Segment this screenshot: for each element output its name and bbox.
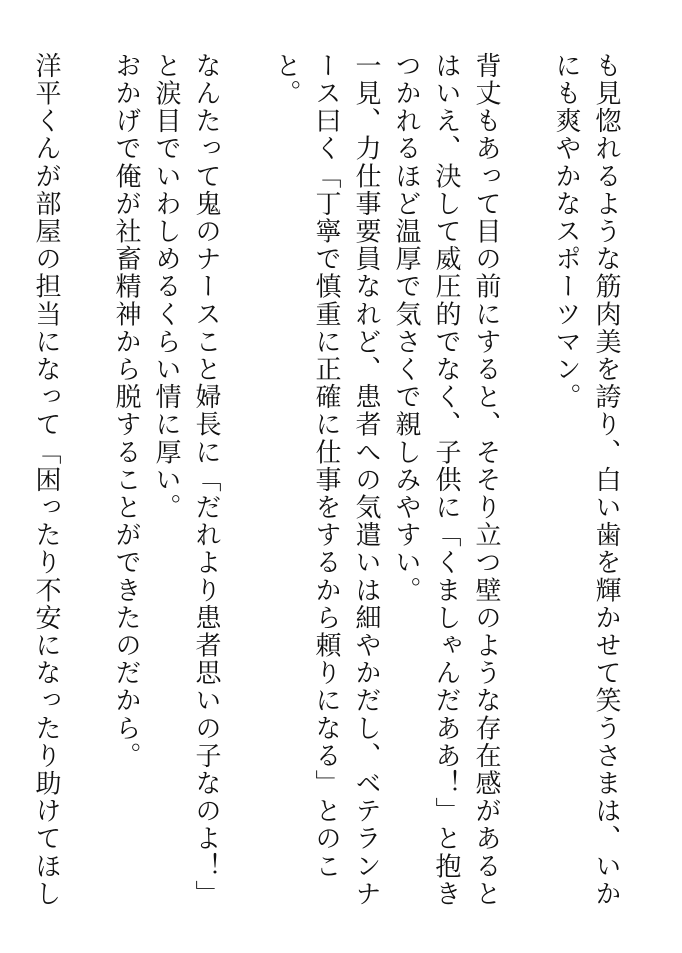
paragraph: 背丈もあって目の前にすると、そそり立つ壁のような存在感があると はいえ、決して威圧的でなく、子供に「くましゃんだああ！」と抱き つかれるほど温厚で気さくで親しみやすい。 一見、力仕事要員なれど、患者への気遣いは細やかだし、ベテランナ ース曰く「丁寧で慎重に正確に仕事をするから頼りになる」とのこと。 bbox=[271, 52, 501, 908]
vertical-text-body bbox=[26, 52, 626, 932]
paragraph: なんたって鬼のナースこと婦長に「だれより患者思いの子なのよ！」 と涙目でいわしめるくらい情に厚い。 おかげで俺が社畜精神から脱することができたのだから。 bbox=[111, 52, 221, 908]
paragraph: も見惚れるような筋肉美を誇り、白い歯を輝かせて笑うさまは、いか にも爽やかなスポーツマン。 bbox=[551, 52, 621, 908]
paragraph: 洋平くんが部屋の担当になって「困ったり不安になったり助けてほし bbox=[31, 52, 61, 908]
